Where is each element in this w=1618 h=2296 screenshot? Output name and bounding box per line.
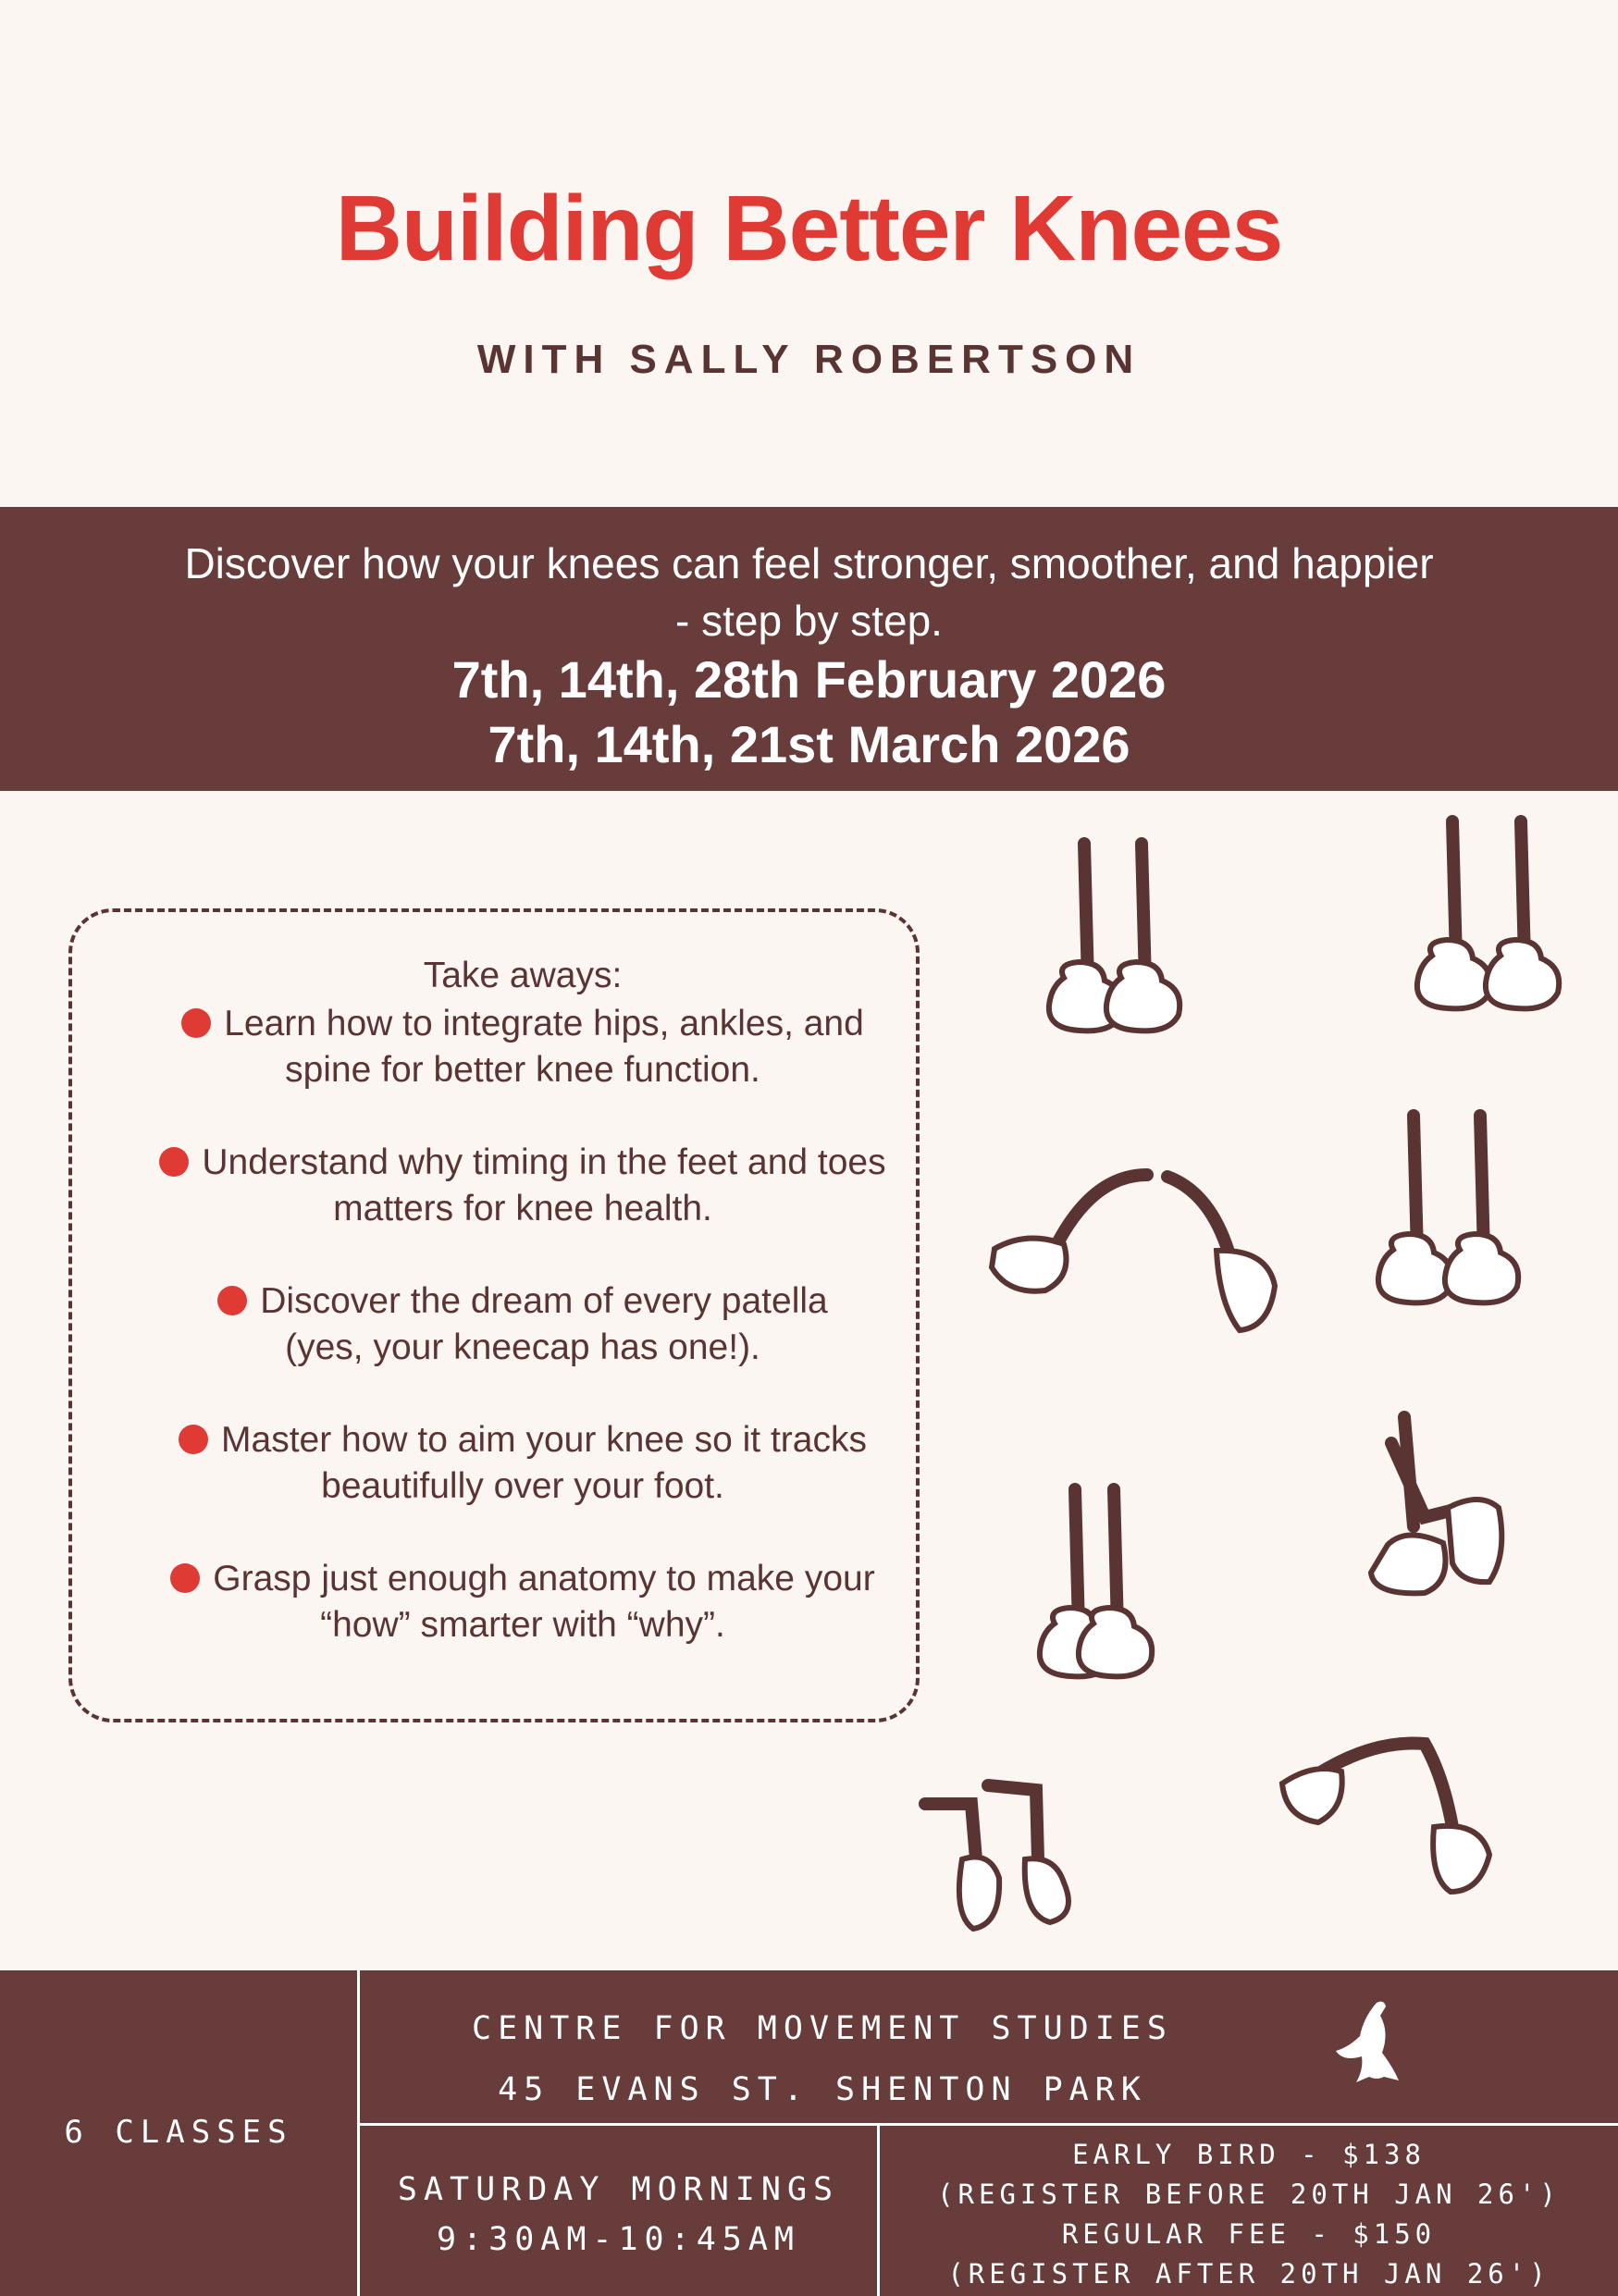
takeaway-line1: Grasp just enough anatomy to make your [213,1559,875,1599]
dates-march: 7th, 14th, 21st March 2026 [488,715,1130,773]
venue-address: 45 EVANS ST. SHENTON PARK [498,2071,1147,2108]
early-bird-price: EARLY BIRD - $138 [1072,2139,1426,2170]
instructor-subtitle: WITH SALLY ROBERTSON [476,337,1142,382]
pricing-block [880,2135,1618,2294]
cartoon-legs-icon [1040,1489,1152,1676]
schedule-block [360,2165,877,2265]
class-count: 6 CLASSES [64,2114,293,2151]
cartoon-legs-icon [1049,844,1180,1031]
early-bird-note: (REGISTER BEFORE 20TH JAN 26') [937,2179,1561,2210]
schedule-time: 9:30AM-10:45AM [436,2221,800,2258]
takeaway-line1: Master how to aim your knee so it tracks [221,1420,867,1460]
takeaway-line1: Discover the dream of every patella [260,1281,828,1321]
tagline-line2: - step by step. [675,597,943,645]
takeaway-line2: spine for better knee function. [285,1050,760,1090]
info-footer [0,1970,1618,2296]
tagline-line1: Discover how your knees can feel stronger, smoother, and happier [184,539,1434,587]
page-title: Building Better Knees [335,177,1283,280]
venue-name: CENTRE FOR MOVEMENT STUDIES [472,2010,1173,2047]
regular-note: (REGISTER AFTER 20TH JAN 26') [947,2258,1550,2290]
divider [360,2123,1618,2126]
cartoon-legs-icon [1378,1116,1518,1302]
schedule-day: SATURDAY MORNINGS [397,2171,840,2208]
cartoon-legs-icon [925,1785,1068,1929]
venue-block [360,1998,1285,2120]
cartoon-legs-icon [1417,821,1559,1008]
cartoon-legs-icon [1282,1743,1489,1892]
cartoon-legs-icon [992,1175,1275,1330]
takeaway-line1: Understand why timing in the feet and toes [202,1142,886,1182]
takeaways-heading: Take aways: [423,956,623,995]
takeaway-line1: Learn how to integrate hips, ankles, and [224,1004,864,1043]
dates-february: 7th, 14th, 28th February 2026 [451,650,1167,709]
regular-price: REGULAR FEE - $150 [1061,2218,1437,2250]
takeaway-line2: matters for knee health. [333,1189,712,1228]
cartoon-legs-icon [1371,1417,1501,1593]
takeaway-line2: (yes, your kneecap has one!). [285,1327,760,1367]
takeaway-line2: “how” smarter with “why”. [320,1605,725,1645]
bird-icon [1332,1995,1406,2088]
takeaway-line2: beautifully over your foot. [321,1466,724,1506]
